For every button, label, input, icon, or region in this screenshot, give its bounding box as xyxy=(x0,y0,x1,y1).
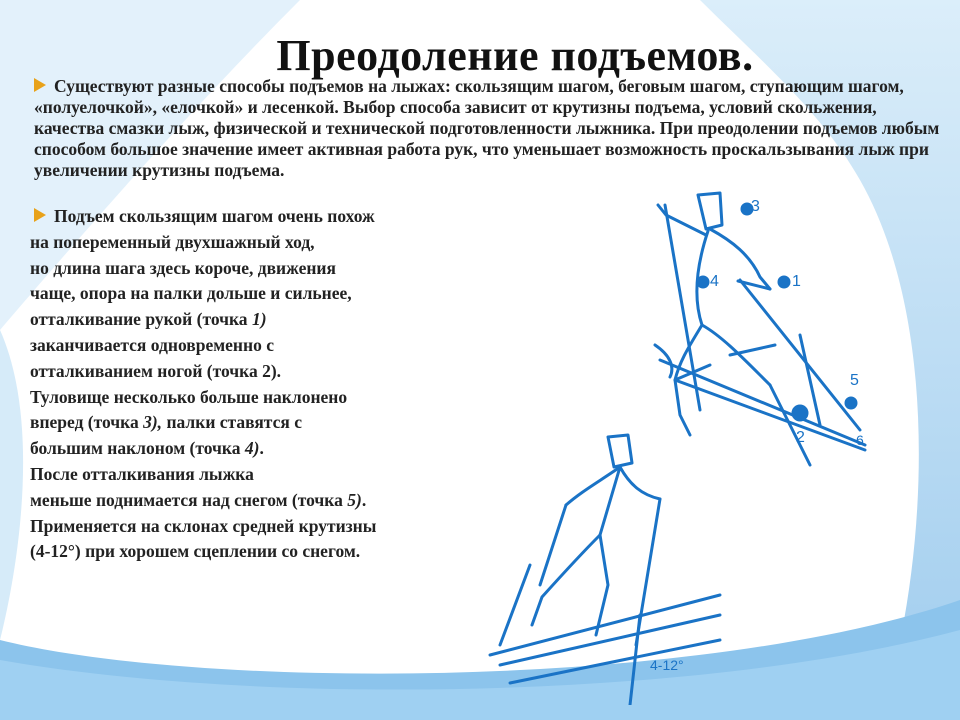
line-tail: . xyxy=(259,438,264,459)
point-1-marker xyxy=(779,277,789,287)
line-text: После отталкивания лыжка xyxy=(30,463,254,484)
line-text: Подъем скользящим шагом очень похож xyxy=(54,206,375,226)
bullet-paragraph-1 xyxy=(34,76,944,181)
paragraph-2-line xyxy=(30,514,474,540)
line-text: большим наклоном (точка xyxy=(30,438,245,459)
slope-angle-label: 4-12° xyxy=(650,657,684,673)
page-title: Преодоление подъемов. xyxy=(276,31,754,80)
line-tail: . xyxy=(361,489,367,510)
point-4-marker xyxy=(698,277,708,287)
skier-illustration xyxy=(470,185,890,705)
upper-skier-figure xyxy=(655,193,865,465)
paragraph-2-line xyxy=(30,333,474,359)
paragraph-2-line xyxy=(30,256,474,282)
paragraph-2-lines xyxy=(30,204,474,565)
line-tail: палки ставятся с xyxy=(162,412,302,433)
paragraph-2-line xyxy=(30,462,474,488)
line-text: вперед (точка xyxy=(30,412,144,433)
point-2-label: 2 xyxy=(796,429,805,446)
point-5-label: 5 xyxy=(850,372,859,389)
paragraph-2-line xyxy=(30,539,474,565)
line-emphasis: 1) xyxy=(251,309,267,330)
line-text: Применяется на склонах средней крутизны xyxy=(30,515,377,536)
paragraph-text xyxy=(34,76,944,181)
point-2-marker xyxy=(793,406,807,420)
paragraph-2-line xyxy=(30,436,474,462)
paragraph-2-line xyxy=(34,204,474,230)
line-text: отталкивание рукой (точка xyxy=(30,309,252,330)
line-text: Туловище несколько больше наклонено xyxy=(30,386,348,407)
bullet-paragraph-2 xyxy=(30,204,474,565)
line-text: заканчивается одновременно с xyxy=(30,334,274,355)
paragraph-2-line xyxy=(30,307,474,333)
paragraph-2-line xyxy=(30,410,474,436)
point-4-label: 4 xyxy=(710,273,719,290)
point-5-marker xyxy=(846,398,856,408)
line-text: отталкиванием ногой (точка 2). xyxy=(30,360,282,381)
paragraph-2-line xyxy=(30,488,474,514)
paragraph-2-line xyxy=(30,281,474,307)
line-emphasis: 4) xyxy=(244,438,260,459)
point-3-label: 3 xyxy=(751,198,760,215)
orange-arrow-icon xyxy=(34,208,46,222)
paragraph-1-text: Существуют разные способы подъемов на лыжах: скользящим шагом, беговым шагом, ступающим шагом, «полуелочкой», «елочкой» и лесенкой. Выбор способа зависит от крутизны подъема, условий скольжения, качества смазки лыж, физической и технической подготовленности лыжника. При преодолении подъемов любым способом большое значение имеет активная работа рук, что уменьшает возможность проскальзывания лыж при увеличении крутизны подъема. xyxy=(34,76,940,180)
line-text: меньше поднимается над снегом (точка xyxy=(30,489,348,510)
orange-arrow-icon xyxy=(34,78,46,92)
paragraph-2-line xyxy=(30,385,474,411)
paragraph-2-line xyxy=(30,359,474,385)
line-text: (4-12°) при хорошем сцеплении со снегом. xyxy=(30,541,361,562)
lower-skier-figure xyxy=(490,435,720,705)
line-emphasis: 3), xyxy=(143,412,163,433)
line-text: на попеременный двухшажный ход, xyxy=(30,231,315,252)
paragraph-2-line xyxy=(30,230,474,256)
line-text: чаще, опора на палки дольше и сильнее, xyxy=(30,283,352,304)
point-1-label: 1 xyxy=(792,273,801,290)
line-text: но длина шага здесь короче, движения xyxy=(30,257,336,278)
point-6-label: 6 xyxy=(856,432,864,448)
line-emphasis: 5) xyxy=(347,489,362,510)
